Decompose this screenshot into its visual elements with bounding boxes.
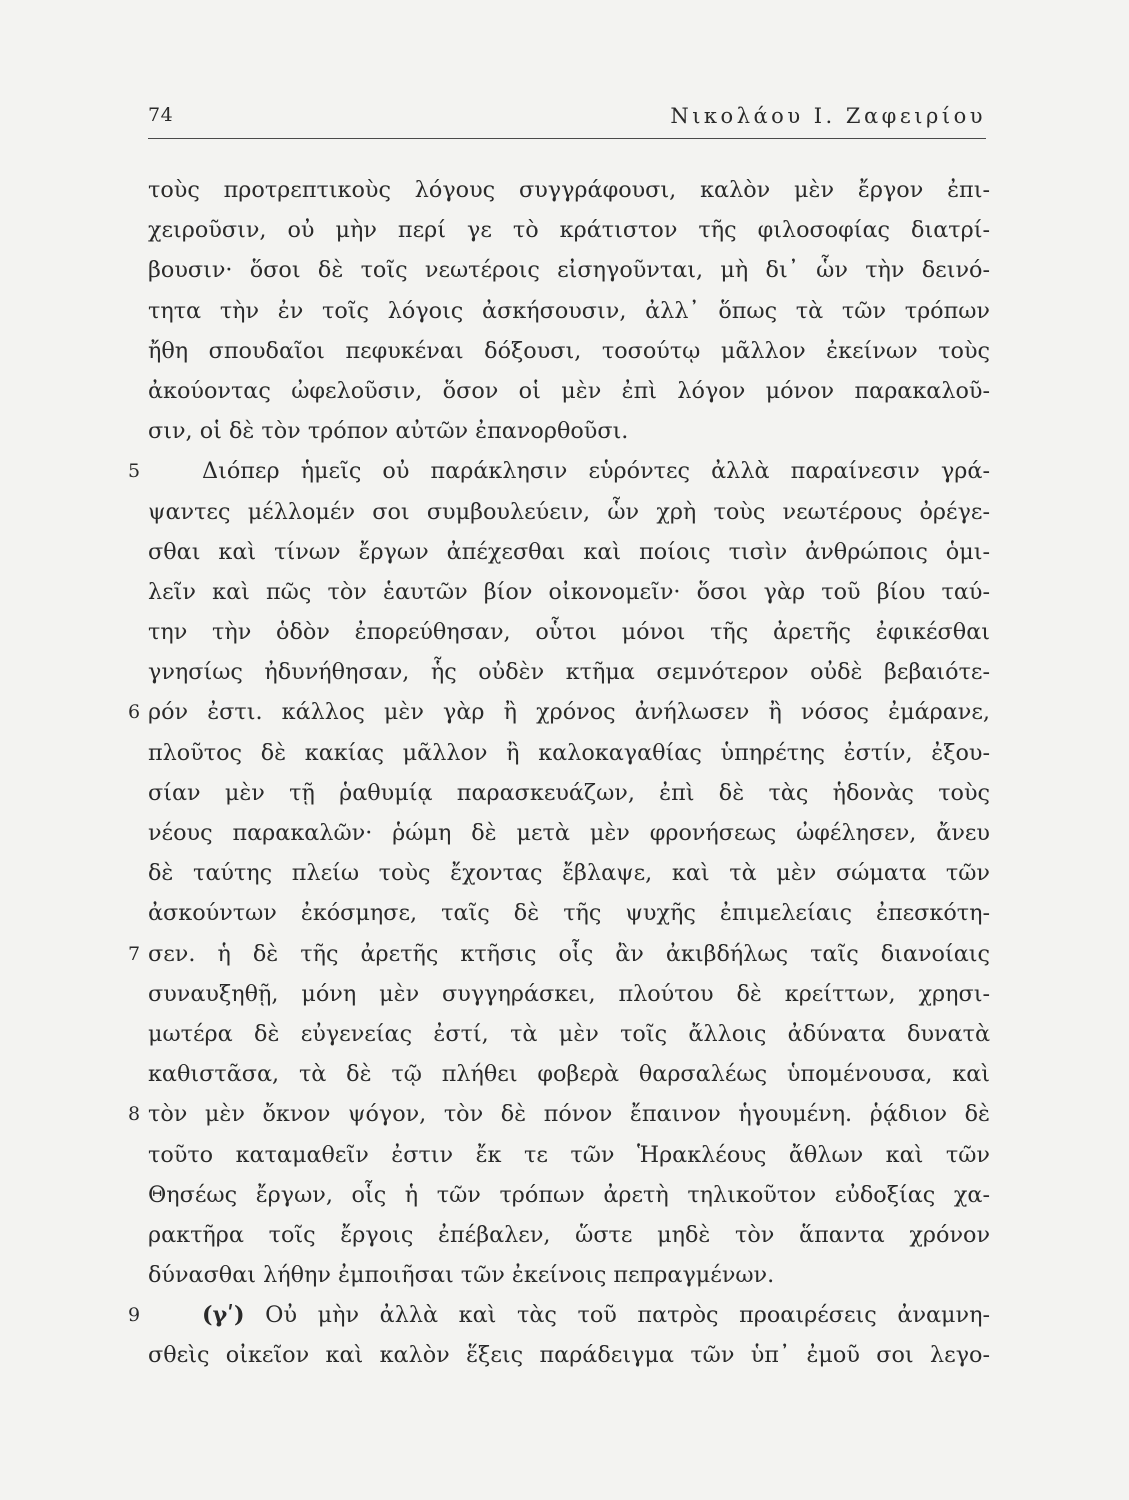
- text-line: [148, 572, 990, 612]
- page-header: [148, 104, 986, 139]
- text-line: [148, 492, 990, 532]
- text-line: [148, 411, 990, 451]
- text-line: [128, 1094, 990, 1134]
- line-text: χειροῦσιν, οὐ μὴν περί γε τὸ κράτιστον τῆς φιλοσοφίας διατρί-: [148, 217, 990, 244]
- line-text: συναυξηθῇ, μόνη μὲν συγγηράσκει, πλούτου δὲ κρείττων, χρησι-: [148, 980, 990, 1007]
- section-margin-number: 8: [128, 1103, 141, 1126]
- line-text: τητα τὴν ἐν τοῖς λόγοις ἀσκήσουσιν, ἀλλ᾽ ὅπως τὰ τῶν τρόπων: [148, 297, 990, 324]
- text-line: [148, 532, 990, 572]
- line-text: τὸν μὲν ὄκνον ψόγον, τὸν δὲ πόνον ἔπαινον ἡγουμένη. ῥᾴδιον δὲ: [148, 1101, 990, 1128]
- line-text: σιν, οἱ δὲ τὸν τρόπον αὐτῶν ἐπανορθοῦσι.: [148, 418, 629, 445]
- line-text: ρόν ἐστι. κάλλος μὲν γὰρ ἢ χρόνος ἀνήλωσεν ἢ νόσος ἐμάρανε,: [148, 699, 990, 726]
- line-text: τοῦτο καταμαθεῖν ἐστιν ἔκ τε τῶν Ἡρακλέους ἄθλων καὶ τῶν: [148, 1141, 990, 1168]
- text-line: [148, 652, 990, 692]
- section-margin-number: 6: [128, 701, 141, 724]
- text-line: [128, 692, 990, 732]
- text-line: [128, 1295, 990, 1335]
- line-text: καθιστᾶσα, τὰ δὲ τῷ πλήθει φοβερὰ θαρσαλέως ὑπομένουσα, καὶ: [148, 1061, 990, 1088]
- text-line: [148, 210, 990, 250]
- line-text: σθεὶς οἰκεῖον καὶ καλὸν ἕξεις παράδειγμα τῶν ὑπ᾽ ἐμοῦ σοι λεγο-: [148, 1342, 990, 1369]
- text-line: [148, 773, 990, 813]
- line-text: ἤθη σπουδαῖοι πεφυκέναι δόξουσι, τοσούτῳ μᾶλλον ἐκείνων τοὺς: [148, 337, 990, 364]
- text-line: [148, 733, 990, 773]
- line-text: δὲ ταύτης πλείω τοὺς ἔχοντας ἔβλαψε, καὶ τὰ μὲν σώματα τῶν: [148, 860, 990, 887]
- text-line: [148, 1335, 990, 1375]
- line-text: λεῖν καὶ πῶς τὸν ἑαυτῶν βίον οἰκονομεῖν· ὅσοι γὰρ τοῦ βίου ταύ-: [148, 578, 990, 605]
- text-line: [148, 1255, 990, 1295]
- text-line: [148, 1054, 990, 1094]
- line-text: νέους παρακαλῶν· ῥώμη δὲ μετὰ μὲν φρονήσεως ὠφέλησεν, ἄνευ: [148, 820, 990, 846]
- line-text: Διόπερ ἡμεῖς οὐ παράκλησιν εὑρόντες ἀλλὰ παραίνεσιν γρά-: [202, 458, 990, 485]
- text-line: [148, 331, 990, 371]
- line-text: δύνασθαι λήθην ἐμποιῆσαι τῶν ἐκείνοις πεπραγμένων.: [148, 1262, 775, 1289]
- text-line: [148, 1135, 990, 1175]
- text-line: [148, 813, 990, 853]
- line-text: σθαι καὶ τίνων ἔργων ἀπέχεσθαι καὶ ποίοις τισὶν ἀνθρώποις ὁμι-: [148, 538, 990, 565]
- text-line: [148, 1215, 990, 1255]
- text-line: [148, 250, 990, 290]
- line-text: ἀσκούντων ἐκόσμησε, ταῖς δὲ τῆς ψυχῆς ἐπιμελείαις ἐπεσκότη-: [148, 900, 990, 927]
- page-number: 74: [148, 104, 174, 126]
- line-text: γνησίως ἠδυνήθησαν, ἧς οὐδὲν κτῆμα σεμνότερον οὐδὲ βεβαιότε-: [148, 659, 990, 686]
- line-text: ἀκούοντας ὠφελοῦσιν, ὅσον οἱ μὲν ἐπὶ λόγον μόνον παρακαλοῦ-: [148, 377, 990, 404]
- text-line: [148, 1014, 990, 1054]
- section-margin-number: 7: [128, 942, 141, 965]
- text-line: [148, 893, 990, 933]
- line-text: βουσιν· ὅσοι δὲ τοῖς νεωτέροις εἰσηγοῦνται, μὴ δι᾽ ὧν τὴν δεινό-: [148, 257, 990, 284]
- section-margin-number: 5: [128, 460, 141, 483]
- line-text: σεν. ἡ δὲ τῆς ἀρετῆς κτῆσις οἷς ἂν ἀκιβδήλως ταῖς διανοίαις: [148, 940, 990, 967]
- line-text: ρακτῆρα τοῖς ἔργοις ἐπέβαλεν, ὥστε μηδὲ τὸν ἅπαντα χρόνον: [148, 1221, 990, 1248]
- line-text: Οὐ μὴν ἀλλὰ καὶ τὰς τοῦ πατρὸς προαιρέσεις ἀναμνη-: [244, 1302, 990, 1329]
- line-text: τοὺς προτρεπτικοὺς λόγους συγγράφουσι, καλὸν μὲν ἔργον ἐπι-: [148, 177, 990, 203]
- text-line: [148, 974, 990, 1014]
- line-text: σίαν μὲν τῇ ῥαθυμίᾳ παρασκευάζων, ἐπὶ δὲ τὰς ἡδονὰς τοὺς: [148, 779, 990, 806]
- line-text: ψαντες μέλλομέν σοι συμβουλεύειν, ὧν χρὴ τοὺς νεωτέρους ὀρέγε-: [148, 498, 990, 525]
- text-line: [128, 451, 990, 491]
- line-text: πλοῦτος δὲ κακίας μᾶλλον ἢ καλοκαγαθίας ὑπηρέτης ἐστίν, ἐξου-: [148, 739, 990, 766]
- running-head: Νικολάου Ι. Ζαφειρίου: [670, 104, 986, 128]
- line-text: την τὴν ὁδὸν ἐπορεύθησαν, οὗτοι μόνοι τῆς ἀρετῆς ἐφικέσθαι: [148, 619, 990, 646]
- text-line: [148, 1175, 990, 1215]
- text-line: [128, 934, 990, 974]
- text-line: [148, 291, 990, 331]
- text-body: [128, 170, 990, 1376]
- text-line: [148, 371, 990, 411]
- section-margin-number: 9: [128, 1304, 141, 1327]
- text-line: [148, 612, 990, 652]
- text-line: [148, 853, 990, 893]
- line-text: μωτέρα δὲ εὐγενείας ἐστί, τὰ μὲν τοῖς ἄλλοις ἀδύνατα δυνατὰ: [148, 1020, 990, 1047]
- line-text: Θησέως ἔργων, οἷς ἡ τῶν τρόπων ἀρετὴ τηλικοῦτον εὐδοξίας χα-: [148, 1181, 990, 1208]
- text-line: [148, 170, 990, 210]
- section-label: (γʹ): [202, 1302, 245, 1329]
